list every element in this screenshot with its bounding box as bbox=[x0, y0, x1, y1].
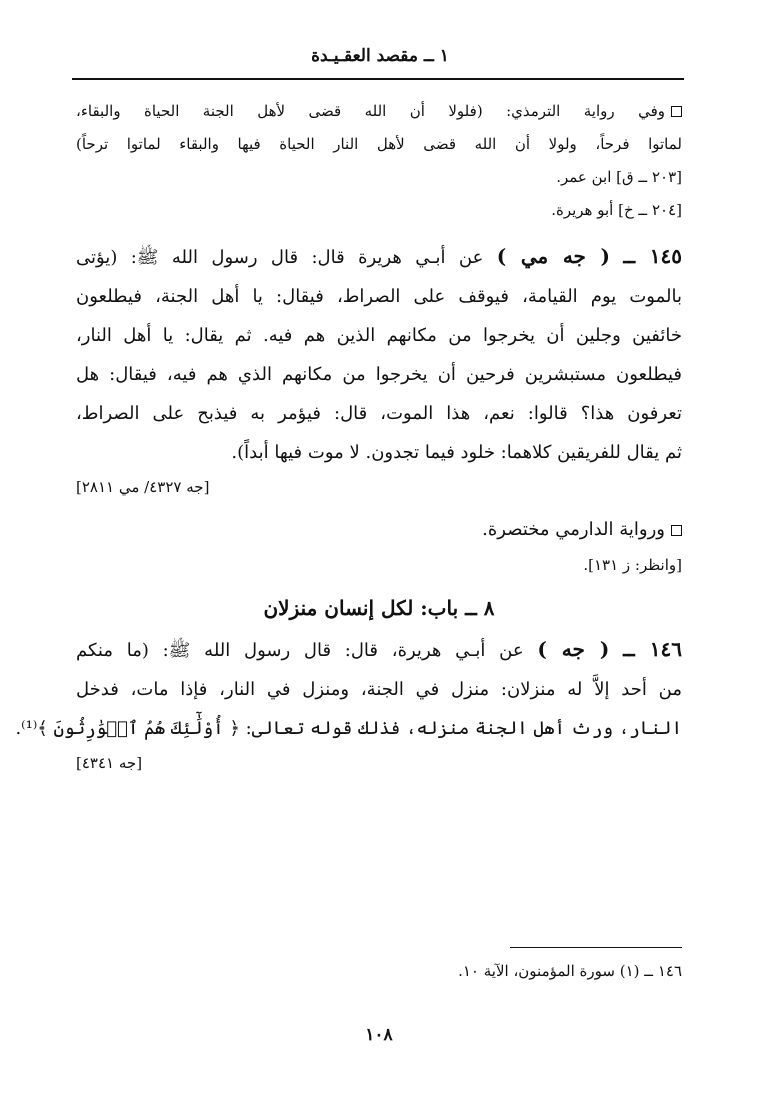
tirmidhi-note-text-1: وفي رواية الترمذي: (فلولا أن الله قضى لأهل الجنة الحياة والبقاء، bbox=[76, 102, 665, 120]
darimi-note bbox=[76, 510, 682, 549]
hadith-146-sources: ( جه ) bbox=[537, 637, 610, 661]
square-marker-icon bbox=[671, 106, 682, 117]
hadith-145-number: ١٤٥ ــ bbox=[623, 244, 682, 268]
tirmidhi-note-line-2: لماتوا فرحاً، ولولا أن الله قضى لأهل النار الحياة فيها والبقاء لماتوا ترحاً) bbox=[76, 135, 682, 153]
hadith-146-first-line bbox=[76, 630, 682, 670]
hadith-145-sources: ( جه مي ) bbox=[496, 244, 611, 268]
see-also-ref: [وانظر: ز ١٣١]. bbox=[583, 556, 682, 574]
header-rule bbox=[72, 78, 684, 80]
spacer bbox=[76, 502, 682, 510]
hadith-145-first-line bbox=[76, 237, 682, 277]
hadith-145-line: بالموت يوم القيامة، فيوقف على الصراط، فيقال: يا أهل الجنة، فيطلعون bbox=[76, 286, 682, 307]
hadith-145-line: تعرفون هذا؟ قالوا: نعم، هذا الموت، قال: فيؤمر به فيذبح على الصراط، bbox=[76, 403, 682, 424]
tirmidhi-note-line-1 bbox=[76, 95, 682, 128]
hadith-145-reference: [جه ٤٣٢٧/ مي ٢٨١١] bbox=[76, 478, 210, 496]
narrator-ref-204: [٢٠٤ ــ خ] أبو هريرة. bbox=[551, 201, 682, 219]
page-content bbox=[15, 95, 682, 778]
spacer bbox=[76, 227, 682, 237]
hadith-146-number: ١٤٦ ــ bbox=[623, 637, 682, 661]
hadith-145-line: ثم يقال للفريقين كلاهما: خلود فيما تجدون. لا موت فيها أبداً). bbox=[231, 442, 682, 463]
footnote-rule bbox=[510, 947, 682, 948]
running-header: ١ ــ مقصد العقـيـدة bbox=[311, 46, 449, 66]
darimi-note-text: ورواية الدارمي مختصرة. bbox=[482, 519, 665, 540]
hadith-146-reference: [جه ٤٣٤١] bbox=[76, 754, 143, 772]
narrator-ref-203: [٢٠٣ ــ ق] ابن عمر. bbox=[556, 168, 682, 186]
hadith-145-text-0: عن أبـي هريرة قال: قال رسول الله ﷺ: (يؤتى bbox=[76, 247, 484, 268]
hadith-146-text-0: عن أبـي هريرة، قال: قال رسول الله ﷺ: (ما منكم bbox=[76, 640, 524, 661]
hadith-145-line: خائفين وجلين أن يخرجوا من مكانهم الذين هم فيه. ثم يقال: يا أهل النار، bbox=[76, 325, 682, 346]
hadith-145-line: فيطلعون مستبشرين فرحين أن يخرجوا من مكانهم الذي هم فيه، فيقال: هل bbox=[76, 364, 682, 385]
footnote: ١٤٦ ــ (١) سورة المؤمنون، الآية ١٠. bbox=[458, 962, 682, 980]
square-marker-icon bbox=[671, 525, 682, 536]
chapter-heading: ٨ ــ باب: لكل إنسان منزلان bbox=[263, 596, 495, 620]
hadith-146-line: من أحد إلاَّ له منزلان: منزل في الجنة، ومنزل في النار، فإذا مات، فدخل bbox=[76, 679, 682, 700]
hadith-146-line: النار، ورث أهل الجنة منزله، فذلك قوله تعالى: ﴿ أُوْلَٰٓئِكَ هُمُ ٱلۡوَٰرِثُونَ ﴾⁽¹⁾. bbox=[15, 718, 682, 739]
page-number: ١٠٨ bbox=[365, 1025, 393, 1045]
